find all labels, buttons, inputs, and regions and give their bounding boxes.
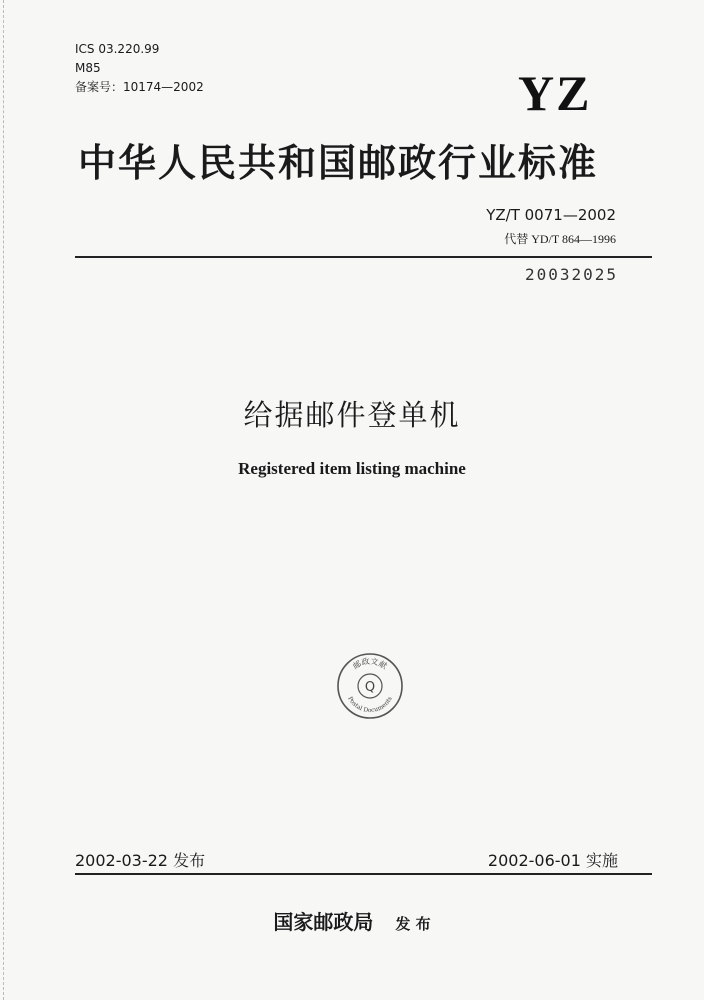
seal-text-top: 邮政文献: [351, 656, 389, 671]
document-title-english: Registered item listing machine: [238, 459, 466, 478]
seal-center: Q: [364, 680, 376, 695]
implementation-date: 2002-06-01 实施: [487, 851, 618, 870]
issue-date: 2002-03-22 发布: [75, 851, 206, 870]
publisher-suffix: 发 布: [395, 915, 431, 933]
ics-code: ICS 03.220.99: [75, 42, 160, 56]
publisher: [0, 906, 704, 935]
header-rule: [75, 256, 652, 258]
classification-code: M85: [75, 61, 101, 75]
filing-number: 备案号：10174—2002: [75, 80, 204, 94]
document-title-chinese: 给据邮件登单机: [243, 398, 461, 432]
standard-code: YZ/T 0071—2002: [486, 206, 616, 224]
footer-rule: [75, 873, 652, 875]
yz-logo: YZ: [518, 65, 592, 121]
replaces-note: 代替 YD/T 864—1996: [504, 232, 616, 246]
library-seal-icon: [336, 652, 404, 720]
svg-text:邮政文献: [351, 656, 389, 671]
seal-text-bottom: Postal Documents: [346, 695, 394, 715]
industry-standard-title: 中华人民共和国邮政行业标准: [78, 141, 599, 185]
document-meta: [75, 40, 204, 97]
stamp-number: 20032025: [524, 265, 618, 284]
publisher-name: 国家邮政局: [273, 910, 374, 934]
scan-edge: [3, 0, 5, 1000]
